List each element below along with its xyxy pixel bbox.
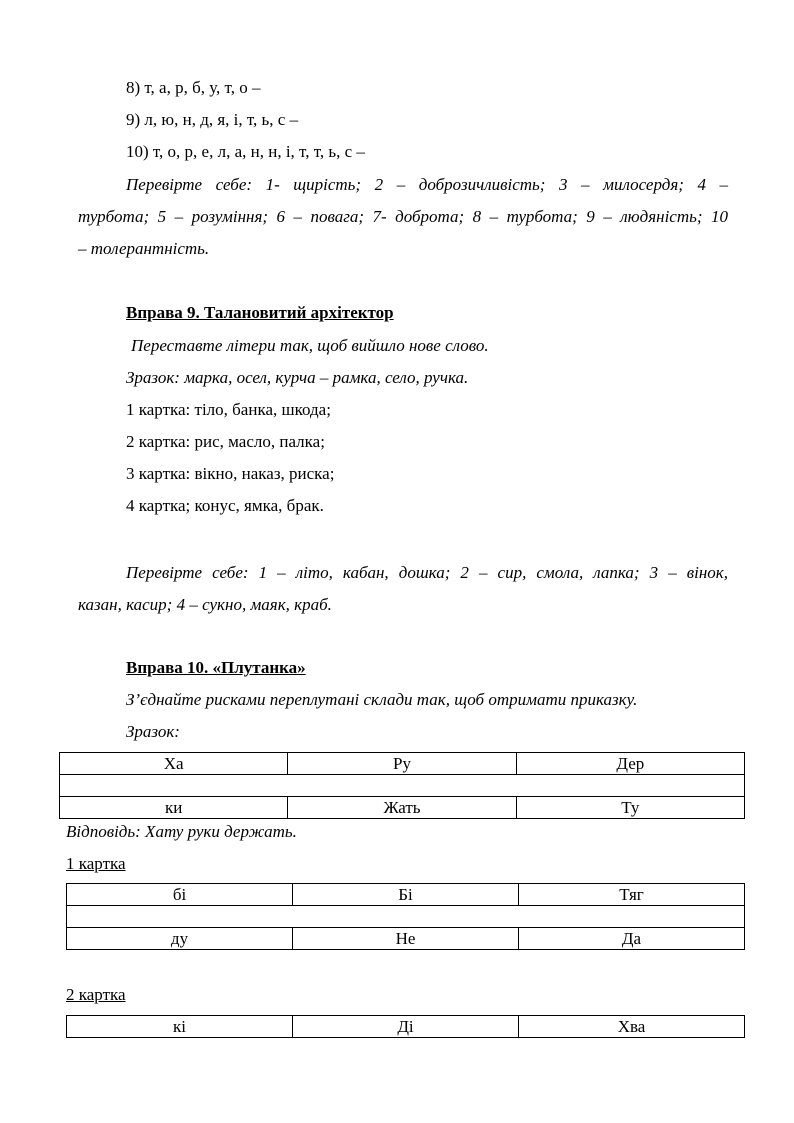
table-row (67, 1016, 745, 1038)
table-spacer-cell (60, 775, 745, 797)
table-row (60, 775, 745, 797)
exercise-9-check-line-1: Перевірте себе: 1 – літо, кабан, дошка; 2 – сир, смола, лапка; 3 – вінок, (126, 563, 728, 582)
list-item-8: 8) т, а, р, б, у, т, о – (126, 78, 261, 97)
table-cell: Хва (519, 1016, 745, 1038)
exercise-9-title: Вправа 9. Талановитий архітектор (126, 303, 394, 322)
list-item-9: 9) л, ю, н, д, я, і, т, ь, с – (126, 110, 299, 129)
table-row (60, 753, 745, 775)
table-cell: Дер (516, 753, 744, 775)
table-cell: Не (293, 928, 519, 950)
card-1-label: 1 картка (66, 854, 126, 873)
check-answer-line-1: Перевірте себе: 1- щирість; 2 – доброзичливість; 3 – милосердя; 4 – (126, 175, 728, 194)
card-2-label: 2 картка (66, 985, 126, 1004)
table-cell: бі (67, 884, 293, 906)
exercise-10-sample-label: Зразок: (126, 722, 180, 741)
table-cell: ки (60, 797, 288, 819)
table-row (67, 884, 745, 906)
card-2-table (66, 1015, 745, 1038)
exercise-10-title: Вправа 10. «Плутанка» (126, 658, 306, 677)
table-cell: ду (67, 928, 293, 950)
table-row (67, 906, 745, 928)
check-answer-line-3: – толерантність. (78, 239, 210, 258)
table-cell: Тяг (519, 884, 745, 906)
sample-table (59, 752, 745, 819)
exercise-9-card-3: 3 картка: вікно, наказ, риска; (126, 464, 335, 483)
exercise-10-answer: Відповідь: Хату руки держать. (66, 822, 297, 841)
table-spacer-cell (67, 906, 745, 928)
exercise-10-instruction: З’єднайте рисками переплутані склади так, щоб отримати приказку. (126, 690, 638, 709)
exercise-9-check-line-2: казан, касир; 4 – сукно, маяк, краб. (78, 595, 332, 614)
table-cell: Ту (516, 797, 744, 819)
exercise-9-instruction: Переставте літери так, щоб вийшло нове слово. (131, 336, 489, 355)
table-cell: Ді (293, 1016, 519, 1038)
card-1-table (66, 883, 745, 950)
exercise-9-card-1: 1 картка: тіло, банка, шкода; (126, 400, 331, 419)
exercise-9-sample: Зразок: марка, осел, курча – рамка, село, ручка. (126, 368, 469, 387)
exercise-9-card-4: 4 картка; конус, ямка, брак. (126, 496, 324, 515)
list-item-10: 10) т, о, р, е, л, а, н, н, і, т, т, ь, с – (126, 142, 365, 161)
exercise-9-card-2: 2 картка: рис, масло, палка; (126, 432, 325, 451)
check-answer-line-2: турбота; 5 – розуміння; 6 – повага; 7- доброта; 8 – турбота; 9 – людяність; 10 (78, 207, 728, 226)
table-row (60, 797, 745, 819)
table-row (67, 928, 745, 950)
table-cell: Ха (60, 753, 288, 775)
table-cell: кі (67, 1016, 293, 1038)
table-cell: Жать (288, 797, 516, 819)
table-cell: Ру (288, 753, 516, 775)
table-cell: Да (519, 928, 745, 950)
table-cell: Бі (293, 884, 519, 906)
